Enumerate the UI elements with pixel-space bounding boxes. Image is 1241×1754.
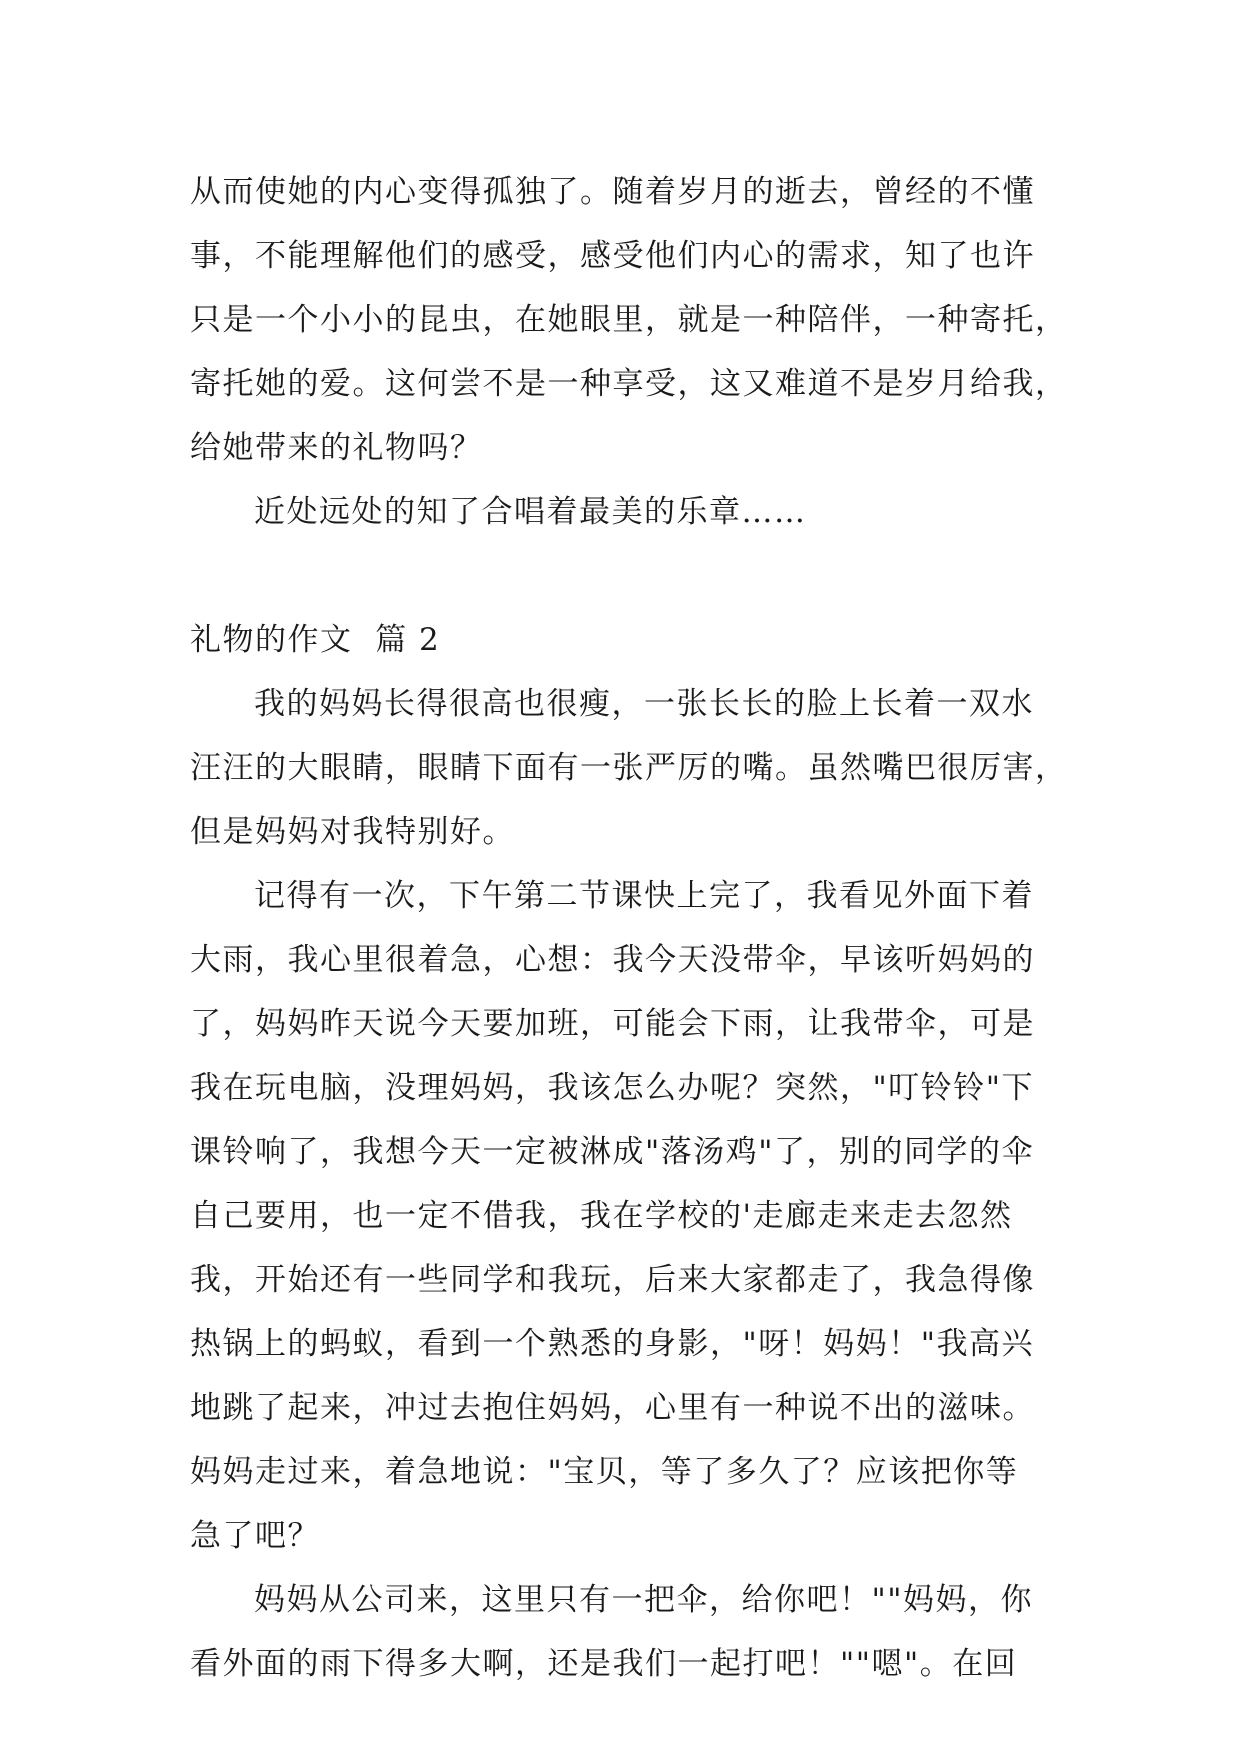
paragraph-continued	[190, 160, 1068, 480]
section-heading: 礼物的作文 篇 2	[190, 622, 441, 658]
text-line: 妈妈走过来，着急地说："宝贝，等了多久了？应该把你等	[190, 1454, 1019, 1490]
document-page	[190, 160, 1068, 1696]
text-line: 妈妈从公司来，这里只有一把伞，给你吧！""妈妈，你	[254, 1582, 1034, 1618]
text-line: 汪汪的大眼睛，眼睛下面有一张严厉的嘴。虽然嘴巴很厉害，	[190, 750, 1068, 786]
text-line: 事，不能理解他们的感受，感受他们内心的需求，知了也许	[190, 238, 1035, 274]
paragraph-1	[190, 672, 1068, 864]
paragraph-2	[190, 864, 1050, 1568]
text-line: 我，开始还有一些同学和我玩，后来大家都走了，我急得像	[190, 1262, 1035, 1298]
text-line: 寄托她的爱。这何尝不是一种享受，这又难道不是岁月给我，	[190, 366, 1068, 402]
text-line: 急了吧？	[190, 1518, 320, 1554]
text-line: 从而使她的内心变得孤独了。随着岁月的逝去，曾经的不懂	[190, 174, 1035, 210]
text-line: 了，妈妈昨天说今天要加班，可能会下雨，让我带伞，可是	[190, 1006, 1035, 1042]
paragraph-3	[190, 1568, 1050, 1696]
closing-sentence: 近处远处的知了合唱着最美的乐章……	[254, 494, 807, 530]
text-line: 热锅上的蚂蚁，看到一个熟悉的身影，"呀！妈妈！"我高兴	[190, 1326, 1035, 1362]
text-line: 但是妈妈对我特别好。	[190, 814, 515, 850]
section-gap	[190, 544, 1050, 608]
text-line: 课铃响了，我想今天一定被淋成"落汤鸡"了，别的同学的伞	[190, 1134, 1035, 1170]
text-line: 我的妈妈长得很高也很瘦，一张长长的脸上长着一双水	[254, 686, 1034, 722]
text-line: 看外面的雨下得多大啊，还是我们一起打吧！""嗯"。在回	[190, 1646, 1018, 1682]
text-line: 只是一个小小的昆虫，在她眼里，就是一种陪伴，一种寄托，	[190, 302, 1068, 338]
text-line: 给她带来的礼物吗？	[190, 430, 483, 466]
text-line: 我在玩电脑，没理妈妈，我该怎么办呢？突然，"叮铃铃"下	[190, 1070, 1035, 1106]
text-line: 大雨，我心里很着急，心想：我今天没带伞，早该听妈妈的	[190, 942, 1035, 978]
text-line: 地跳了起来，冲过去抱住妈妈，心里有一种说不出的滋味。	[190, 1390, 1035, 1426]
text-line: 自己要用，也一定不借我，我在学校的'走廊走来走去忽然	[190, 1198, 1013, 1234]
text-line: 记得有一次，下午第二节课快上完了，我看见外面下着	[254, 878, 1034, 914]
